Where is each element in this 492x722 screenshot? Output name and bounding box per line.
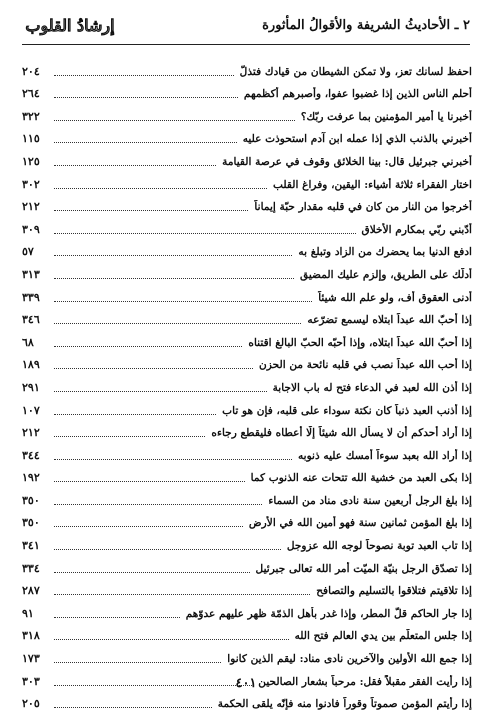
entry-page-number: ٣٥٠ bbox=[22, 493, 40, 507]
entry-page-number: ٣٤٤ bbox=[22, 448, 40, 462]
entry-page-number: ١٢٥ bbox=[22, 154, 40, 168]
entry-page-number: ١٧٣ bbox=[22, 652, 40, 666]
dot-leader bbox=[54, 346, 242, 347]
entry-page-number: ٣٠٩ bbox=[22, 222, 40, 236]
index-entry bbox=[22, 327, 472, 350]
entry-page-number: ٥٧ bbox=[22, 245, 34, 259]
running-header bbox=[22, 10, 470, 40]
dot-leader bbox=[54, 617, 180, 618]
entry-text: إذا رأيتم المؤمن صموتاً وقوراً فادنوا منه فإنّه يلقى الحكمة bbox=[217, 698, 472, 711]
entry-page-number: ١١٥ bbox=[22, 132, 40, 146]
dot-leader bbox=[54, 436, 205, 437]
index-entry bbox=[22, 192, 472, 215]
index-entry bbox=[22, 508, 472, 531]
index-entry bbox=[22, 237, 472, 260]
entry-page-number: ٢١٢ bbox=[22, 200, 40, 214]
entry-text: أدّبني ربّي بمكارم الأخلاق bbox=[361, 223, 472, 236]
index-entry bbox=[22, 305, 472, 328]
dot-leader bbox=[54, 142, 237, 143]
entry-text: إذا أحب الله عبداً نصب في قلبه نائحة من الحزن bbox=[259, 359, 472, 372]
entry-text: إذا تلاقيتم فتلاقوا بالتسليم والتصافح bbox=[316, 585, 472, 598]
index-entry bbox=[22, 79, 472, 102]
dot-leader bbox=[54, 391, 267, 392]
entry-page-number: ٣١٣ bbox=[22, 267, 40, 281]
index-entry bbox=[22, 169, 472, 192]
entry-page-number: ٣٠٣ bbox=[22, 674, 40, 688]
index-entry bbox=[22, 395, 472, 418]
index-entry bbox=[22, 350, 472, 373]
dot-leader bbox=[54, 414, 216, 415]
entry-text: إذا أذن الله لعبد في الدعاء فتح له باب الاجابة bbox=[272, 381, 472, 394]
entry-page-number: ٢٦٤ bbox=[22, 87, 40, 101]
index-entry bbox=[22, 101, 472, 124]
index-entry bbox=[22, 463, 472, 486]
logo-text: إرشادُ القلوب bbox=[25, 15, 115, 35]
dot-leader bbox=[54, 662, 221, 663]
dot-leader bbox=[54, 572, 250, 573]
book-logo bbox=[22, 10, 118, 40]
header-title: ٢ ـ الأحاديثُ الشريفة والأقوالُ المأثورة bbox=[262, 17, 470, 33]
entry-text: إذا جمع الله الأولين والآخرين نادى مناد: ليقم الذين كانوا bbox=[227, 653, 472, 666]
index-entry bbox=[22, 418, 472, 441]
index-entry bbox=[22, 282, 472, 305]
entry-text: إذا بلغ الرجل أربعين سنة نادى مناد من السماء bbox=[268, 494, 472, 507]
entry-text: إذا رأيت الفقر مقبلاً فقل: مرحباً بشعار الصالحين bbox=[258, 675, 472, 688]
index-entry bbox=[22, 259, 472, 282]
entry-page-number: ٣٣٩ bbox=[22, 290, 40, 304]
dot-leader bbox=[54, 526, 243, 527]
dot-leader bbox=[54, 368, 253, 369]
entry-page-number: ٦٨ bbox=[22, 335, 34, 349]
entry-page-number: ٢٠٤ bbox=[22, 64, 40, 78]
index-entry bbox=[22, 146, 472, 169]
entry-text: أخبرني بالذنب الذي إذا عمله ابن آدم استحوذت عليه bbox=[242, 133, 472, 146]
entry-text: إذا أراد أحدكم أن لا يسأل الله شيئاً إلّا أعطاه فليقطع رجاءه bbox=[211, 427, 472, 440]
entry-text: إذا تصدّق الرجل بنيّة الميّت أمر الله تعالى جبرئيل bbox=[255, 562, 472, 575]
index-entry bbox=[22, 56, 472, 79]
index-list bbox=[22, 56, 472, 711]
dot-leader bbox=[54, 639, 289, 640]
dot-leader bbox=[54, 323, 301, 324]
dot-leader bbox=[54, 120, 295, 121]
dot-leader bbox=[54, 97, 238, 98]
dot-leader bbox=[54, 594, 310, 595]
entry-text: إذا جلس المتعلّم بين يدي العالم فتح الله bbox=[294, 630, 472, 643]
entry-page-number: ١٩٢ bbox=[22, 471, 40, 485]
entry-page-number: ١٠٧ bbox=[22, 403, 40, 417]
entry-page-number: ٣٤٦ bbox=[22, 313, 40, 327]
entry-text: إذا بكى العبد من خشية الله تتحات عنه الذنوب كما bbox=[250, 472, 472, 485]
index-entry bbox=[22, 440, 472, 463]
index-entry bbox=[22, 643, 472, 666]
index-entry bbox=[22, 553, 472, 576]
entry-text: إذا أذنب العبد ذنباً كان نكتة سوداء على قلبه، فإن هو تاب bbox=[222, 404, 472, 417]
entry-text: احفظ لسانك تعز، ولا تمكن الشيطان من قيادك فتذلّ bbox=[239, 65, 472, 78]
index-entry bbox=[22, 689, 472, 712]
entry-page-number: ٢٩١ bbox=[22, 380, 40, 394]
entry-text: أحلم الناس الذين إذا غضبوا عفوا، وأصبرهم أكظمهم bbox=[243, 88, 472, 101]
dot-leader bbox=[54, 707, 212, 708]
entry-page-number: ٣٣٤ bbox=[22, 561, 40, 575]
index-entry bbox=[22, 598, 472, 621]
entry-text: أخبرني جبرئيل قال: بينا الخلائق وقوف في عرصة القيامة bbox=[222, 155, 472, 168]
dot-leader bbox=[54, 233, 356, 234]
entry-text: إذا بلغ المؤمن ثمانين سنة فهو أمين الله في الأرض bbox=[248, 517, 472, 530]
entry-text: أخرجوا من النار من كان في قلبه مقدار حبّة إيماناً bbox=[254, 201, 472, 214]
dot-leader bbox=[54, 165, 216, 166]
dot-leader bbox=[54, 504, 262, 505]
entry-page-number: ٢١٢ bbox=[22, 426, 40, 440]
dot-leader bbox=[54, 549, 281, 550]
index-entry bbox=[22, 485, 472, 508]
entry-text: إذا تاب العبد توبة نصوحاً لوجه الله عزوجل bbox=[286, 540, 472, 553]
header-rule bbox=[22, 44, 470, 45]
entry-page-number: ٣١٨ bbox=[22, 629, 40, 643]
entry-text: أدلّك على الطريق، وإلزم عليك المضيق bbox=[300, 268, 472, 281]
index-entry bbox=[22, 530, 472, 553]
entry-page-number: ٣٥٠ bbox=[22, 516, 40, 530]
page-number: ٤٠١ bbox=[235, 676, 257, 691]
index-entry bbox=[22, 621, 472, 644]
dot-leader bbox=[54, 255, 292, 256]
index-entry bbox=[22, 576, 472, 599]
index-entry bbox=[22, 124, 472, 147]
entry-page-number: ٢٨٧ bbox=[22, 584, 40, 598]
dot-leader bbox=[54, 188, 267, 189]
dot-leader bbox=[54, 210, 248, 211]
entry-text: إذا أراد الله بعبد سوءاً أمسك عليه ذنوبه bbox=[297, 449, 472, 462]
entry-text: إذا جار الحاكم قلّ المطر، وإذا غدر بأهل الذمّة ظهر عليهم عدوّهم bbox=[185, 607, 472, 620]
entry-page-number: ٩١ bbox=[22, 606, 34, 620]
entry-page-number: ٢٠٥ bbox=[22, 697, 40, 711]
entry-text: أخبرنا يا أمير المؤمنين بما عرفت ربّك؟ bbox=[300, 110, 472, 123]
index-entry bbox=[22, 214, 472, 237]
entry-text: اختار الفقراء ثلاثة أشياء: اليقين، وفراغ القلب bbox=[273, 178, 472, 191]
entry-text: إذا أحبّ الله عبداً ابتلاه ليسمع تضرّعه bbox=[307, 314, 472, 327]
entry-page-number: ٣٢٢ bbox=[22, 109, 40, 123]
entry-text: إذا أحبّ الله عبداً ابتلاه، وإذا أحبّه الحبّ البالغ اقتناه bbox=[248, 336, 472, 349]
dot-leader bbox=[54, 75, 234, 76]
dot-leader bbox=[54, 301, 312, 302]
entry-text: أدنى العقوق أف، ولو علم الله شيئاً bbox=[318, 291, 472, 304]
dot-leader bbox=[54, 278, 294, 279]
entry-page-number: ١٨٩ bbox=[22, 358, 40, 372]
entry-page-number: ٣٤١ bbox=[22, 539, 40, 553]
dot-leader bbox=[54, 459, 292, 460]
entry-text: ادفع الدنيا بما يحضرك من الزاد وتبلغ به bbox=[298, 246, 472, 259]
dot-leader bbox=[54, 481, 245, 482]
index-entry bbox=[22, 372, 472, 395]
entry-page-number: ٣٠٢ bbox=[22, 177, 40, 191]
